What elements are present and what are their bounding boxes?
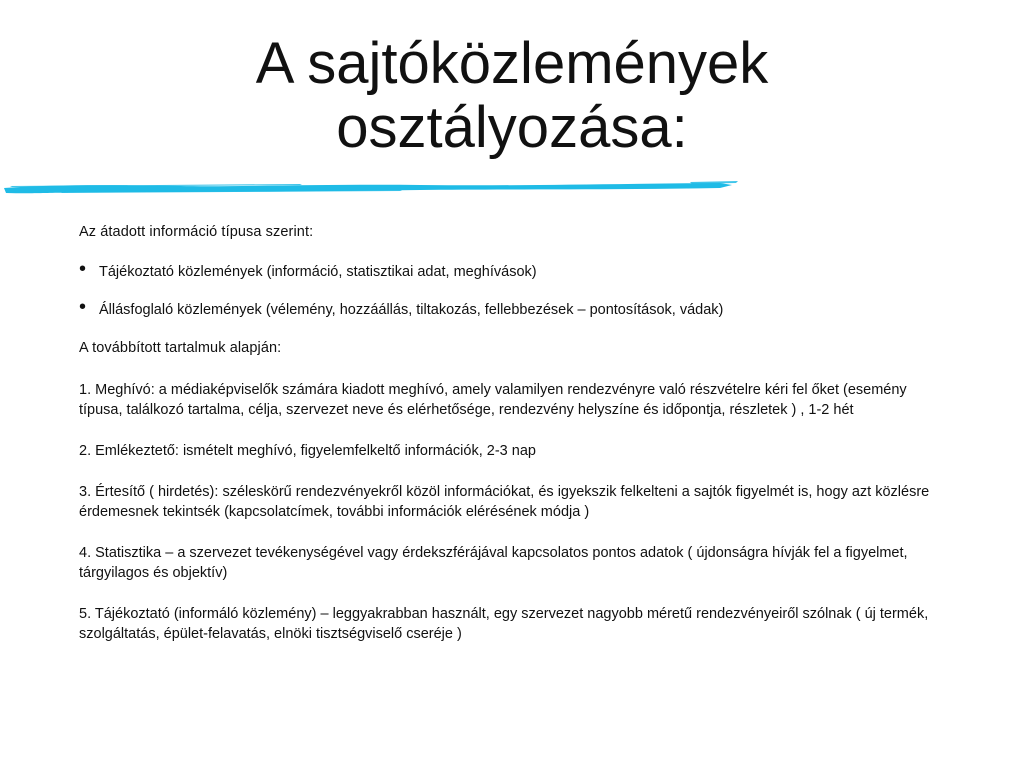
paragraph-ertesito: 3. Értesítő ( hirdetés): széleskörű rendezvényekről közöl információkat, és igyekszik felkelteni a sajtók figyelmét is, hogy azt közlésre érdemesnek tekintsék (kapcsolatcímek, további információk elérésének módja ) [79,484,930,520]
brush-stroke-divider [0,176,740,200]
content-body [79,222,949,665]
bullet-item [79,296,949,320]
title-line-2: osztályozása: [336,95,688,160]
paragraph-tajekoztato: 5. Tájékoztató (informáló közlemény) – leggyakrabban használt, egy szervezet nagyobb méretű rendezvényeiről szólnak ( új termék, szolgáltatás, épület-felavatás, elnöki tisztségviselő cseréje ) [79,606,929,642]
paragraph-meghivo: 1. Meghívó: a médiaképviselők számára kiadott meghívó, amely valamilyen rendezvényre való részvételre kéri fel őket (esemény típusa, találkozó tartalma, célja, szervezet neve és elérhetősége, rendezvény helyszíne és időpontja, részletek ) , 1-2 hét [79,382,907,418]
paragraph-emlekezteto: 2. Emlékeztető: ismételt meghívó, figyelemfelkeltő információk, 2-3 nap [79,443,536,459]
bullet-icon: • [79,296,87,318]
slide-title [0,32,1024,160]
bullet-text: Állásfoglaló közlemények (vélemény, hozzáállás, tiltakozás, fellebbezések – pontosítások, vádak) [99,302,724,318]
section1-heading: Az átadott információ típusa szerint: [79,224,314,240]
section1-bullet-list [79,258,949,320]
bullet-item [79,258,949,282]
section2-heading: A továbbított tartalmuk alapján: [79,340,282,356]
bullet-icon: • [79,258,87,280]
title-line-1: A sajtóközlemények [255,31,769,96]
paragraph-statisztika: 4. Statisztika – a szervezet tevékenységével vagy érdekszférájával kapcsolatos pontos adatok ( újdonságra hívják fel a figyelmet, tárgyilagos és objektív) [79,545,908,581]
bullet-text: Tájékoztató közlemények (információ, statisztikai adat, meghívások) [99,264,537,280]
